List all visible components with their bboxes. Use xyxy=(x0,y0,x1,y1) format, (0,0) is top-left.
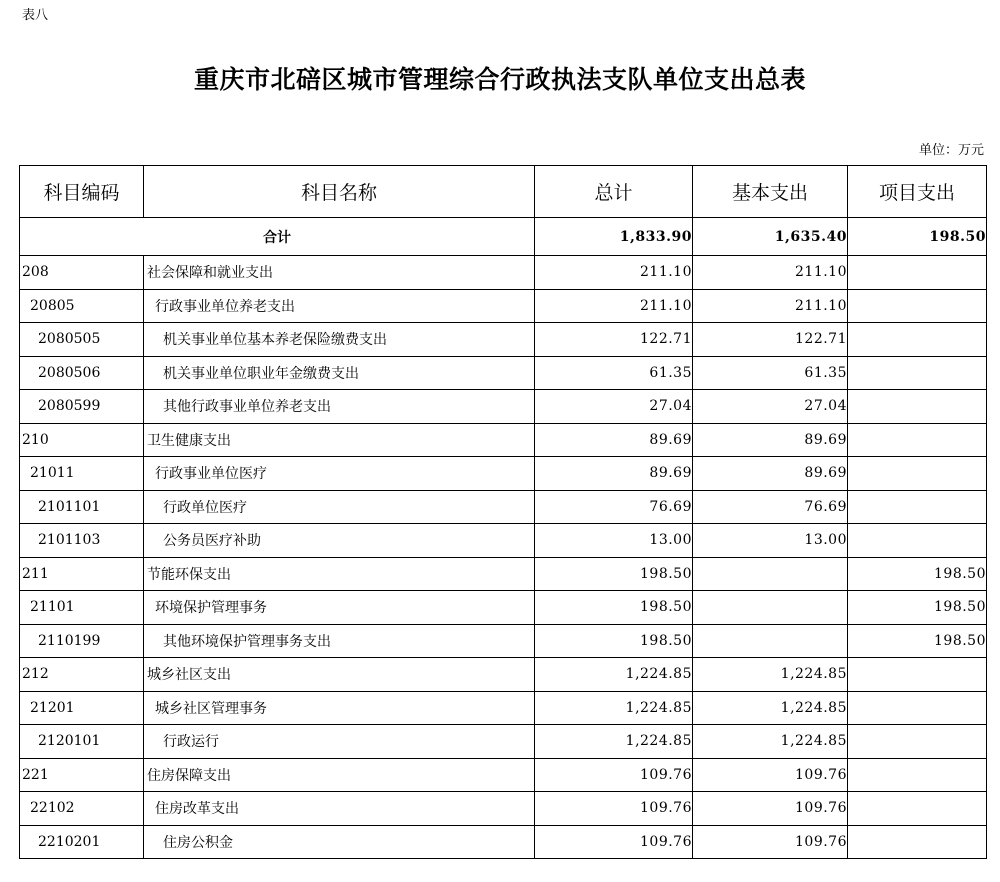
total-cell: 76.69 xyxy=(535,490,693,524)
subject-name-cell: 行政事业单位养老支出 xyxy=(144,289,535,323)
project-expenditure-cell xyxy=(848,758,987,792)
total-cell: 198.50 xyxy=(535,591,693,625)
table-number-label: 表八 xyxy=(22,8,49,23)
table-row xyxy=(20,524,987,558)
total-cell: 1,224.85 xyxy=(535,725,693,759)
basic-expenditure-cell: 211.10 xyxy=(693,289,848,323)
table-row xyxy=(20,825,987,859)
header-subject-name: 科目名称 xyxy=(144,166,535,218)
project-expenditure-cell xyxy=(848,658,987,692)
total-cell: 61.35 xyxy=(535,356,693,390)
project-expenditure-cell: 198.50 xyxy=(848,591,987,625)
total-cell: 211.10 xyxy=(535,256,693,290)
basic-expenditure-cell: 109.76 xyxy=(693,758,848,792)
subject-name-cell: 其他行政事业单位养老支出 xyxy=(144,390,535,424)
project-expenditure-cell xyxy=(848,390,987,424)
table-row xyxy=(20,356,987,390)
table-row xyxy=(20,323,987,357)
basic-expenditure-cell: 122.71 xyxy=(693,323,848,357)
subject-code-cell: 2080599 xyxy=(20,390,144,424)
basic-expenditure-cell: 109.76 xyxy=(693,792,848,826)
basic-expenditure-cell xyxy=(693,624,848,658)
page-title: 重庆市北碚区城市管理综合行政执法支队单位支出总表 xyxy=(193,65,806,94)
total-basic-cell: 1,635.40 xyxy=(693,218,848,256)
table-row xyxy=(20,390,987,424)
basic-expenditure-cell: 1,224.85 xyxy=(693,725,848,759)
table-row xyxy=(20,490,987,524)
subject-name-cell: 行政运行 xyxy=(144,725,535,759)
basic-expenditure-cell: 76.69 xyxy=(693,490,848,524)
subject-name-cell: 行政单位医疗 xyxy=(144,490,535,524)
project-expenditure-cell xyxy=(848,457,987,491)
project-expenditure-cell xyxy=(848,323,987,357)
subject-name-cell: 城乡社区管理事务 xyxy=(144,691,535,725)
total-cell: 109.76 xyxy=(535,792,693,826)
subject-name-cell: 社会保障和就业支出 xyxy=(144,256,535,290)
subject-name-cell: 住房保障支出 xyxy=(144,758,535,792)
project-expenditure-cell: 198.50 xyxy=(848,557,987,591)
project-expenditure-cell: 198.50 xyxy=(848,624,987,658)
table-row xyxy=(20,256,987,290)
project-expenditure-cell xyxy=(848,423,987,457)
basic-expenditure-cell xyxy=(693,591,848,625)
total-project-cell: 198.50 xyxy=(848,218,987,256)
table-header-row xyxy=(20,166,987,218)
subject-code-cell: 21201 xyxy=(20,691,144,725)
subject-code-cell: 2101101 xyxy=(20,490,144,524)
basic-expenditure-cell: 109.76 xyxy=(693,825,848,859)
total-label: 合计 xyxy=(20,218,535,256)
subject-name-cell: 公务员医疗补助 xyxy=(144,524,535,558)
total-cell: 211.10 xyxy=(535,289,693,323)
subject-name-cell: 城乡社区支出 xyxy=(144,658,535,692)
unit-note: 单位：万元 xyxy=(918,143,984,158)
subject-code-cell: 212 xyxy=(20,658,144,692)
basic-expenditure-cell: 1,224.85 xyxy=(693,691,848,725)
subject-name-cell: 行政事业单位医疗 xyxy=(144,457,535,491)
total-cell: 89.69 xyxy=(535,457,693,491)
table-row xyxy=(20,557,987,591)
total-row xyxy=(20,218,987,256)
total-cell: 109.76 xyxy=(535,825,693,859)
basic-expenditure-cell: 89.69 xyxy=(693,423,848,457)
project-expenditure-cell xyxy=(848,256,987,290)
header-project-expenditure: 项目支出 xyxy=(848,166,987,218)
subject-code-cell: 20805 xyxy=(20,289,144,323)
total-cell: 122.71 xyxy=(535,323,693,357)
basic-expenditure-cell: 27.04 xyxy=(693,390,848,424)
subject-name-cell: 机关事业单位基本养老保险缴费支出 xyxy=(144,323,535,357)
total-sum-cell: 1,833.90 xyxy=(535,218,693,256)
project-expenditure-cell xyxy=(848,691,987,725)
basic-expenditure-cell: 1,224.85 xyxy=(693,658,848,692)
total-cell: 198.50 xyxy=(535,557,693,591)
subject-code-cell: 22102 xyxy=(20,792,144,826)
subject-name-cell: 住房改革支出 xyxy=(144,792,535,826)
subject-code-cell: 2210201 xyxy=(20,825,144,859)
basic-expenditure-cell: 61.35 xyxy=(693,356,848,390)
project-expenditure-cell xyxy=(848,825,987,859)
header-total: 总计 xyxy=(535,166,693,218)
subject-code-cell: 21101 xyxy=(20,591,144,625)
subject-code-cell: 221 xyxy=(20,758,144,792)
subject-name-cell: 环境保护管理事务 xyxy=(144,591,535,625)
total-cell: 109.76 xyxy=(535,758,693,792)
total-cell: 13.00 xyxy=(535,524,693,558)
table-row xyxy=(20,423,987,457)
header-subject-code: 科目编码 xyxy=(20,166,144,218)
total-cell: 89.69 xyxy=(535,423,693,457)
project-expenditure-cell xyxy=(848,792,987,826)
table-row xyxy=(20,591,987,625)
subject-code-cell: 21011 xyxy=(20,457,144,491)
table-row xyxy=(20,725,987,759)
basic-expenditure-cell: 211.10 xyxy=(693,256,848,290)
table-row xyxy=(20,289,987,323)
basic-expenditure-cell xyxy=(693,557,848,591)
table-row xyxy=(20,792,987,826)
total-cell: 1,224.85 xyxy=(535,691,693,725)
table-row xyxy=(20,457,987,491)
subject-code-cell: 2120101 xyxy=(20,725,144,759)
subject-code-cell: 2080506 xyxy=(20,356,144,390)
total-cell: 27.04 xyxy=(535,390,693,424)
project-expenditure-cell xyxy=(848,490,987,524)
table-row xyxy=(20,658,987,692)
total-cell: 198.50 xyxy=(535,624,693,658)
subject-name-cell: 节能环保支出 xyxy=(144,557,535,591)
subject-name-cell: 住房公积金 xyxy=(144,825,535,859)
table-row xyxy=(20,758,987,792)
subject-code-cell: 2080505 xyxy=(20,323,144,357)
basic-expenditure-cell: 89.69 xyxy=(693,457,848,491)
subject-name-cell: 卫生健康支出 xyxy=(144,423,535,457)
subject-code-cell: 211 xyxy=(20,557,144,591)
subject-code-cell: 208 xyxy=(20,256,144,290)
table-row xyxy=(20,691,987,725)
subject-code-cell: 210 xyxy=(20,423,144,457)
project-expenditure-cell xyxy=(848,289,987,323)
header-basic-expenditure: 基本支出 xyxy=(693,166,848,218)
project-expenditure-cell xyxy=(848,524,987,558)
table-row xyxy=(20,624,987,658)
subject-code-cell: 2110199 xyxy=(20,624,144,658)
project-expenditure-cell xyxy=(848,725,987,759)
basic-expenditure-cell: 13.00 xyxy=(693,524,848,558)
subject-name-cell: 机关事业单位职业年金缴费支出 xyxy=(144,356,535,390)
expenditure-table xyxy=(19,165,987,859)
subject-name-cell: 其他环境保护管理事务支出 xyxy=(144,624,535,658)
subject-code-cell: 2101103 xyxy=(20,524,144,558)
project-expenditure-cell xyxy=(848,356,987,390)
total-cell: 1,224.85 xyxy=(535,658,693,692)
